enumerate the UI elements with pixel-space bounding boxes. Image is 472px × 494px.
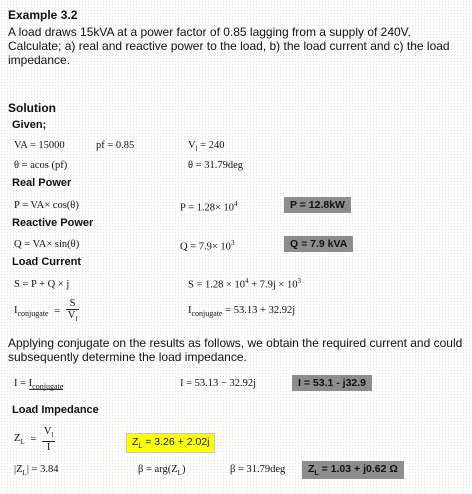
zl-result-value: = 3.26 + 2.02j [142, 436, 210, 448]
impedance-result-highlight [126, 433, 215, 453]
conjugate-bar-expression [29, 378, 64, 390]
problem-statement: A load draws 15kVA at a power factor of 0.85 lagging from a supply of 240V. Calculate; a) real and reactive power to the load, b) the load current and c) the load impedance. [8, 25, 450, 67]
given-pf: pf = 0.85 [96, 140, 135, 151]
rhs-subscript: conjugate [32, 382, 64, 392]
final-value: = 1.03 + j0.62 Ω [318, 463, 398, 475]
s-over-vl-fraction [66, 298, 80, 325]
rhs-symbol: I [28, 378, 33, 389]
zl-result-subscript: L [138, 443, 143, 451]
reactive-power-calc-exp: 3 [230, 239, 235, 247]
frac-numerator: S [66, 298, 80, 310]
s-exp-a: 4 [245, 277, 249, 285]
beta-value: β = 31.79deg [230, 464, 286, 475]
final-impedance-result [302, 461, 404, 479]
final-symbol: Z [308, 463, 315, 475]
theta-value: θ = 31.79deg [188, 160, 243, 171]
abs-zl-subscript: L [22, 469, 27, 478]
reactive-power-label: Reactive Power [12, 217, 94, 229]
s-calc-b: + 7.9j × 10 [248, 279, 298, 291]
s-exp-b: 3 [297, 277, 301, 285]
reactive-power-result: Q = 7.9 kVA [284, 236, 353, 252]
load-current-label: Load Current [12, 256, 82, 268]
impedance-formula [14, 426, 55, 453]
conjugate-note: Applying conjugate on the results as follows, we obtain the required current and could subsequently determine the load impedance. [8, 336, 463, 364]
frac-den-subscript: l [75, 315, 78, 324]
real-power-calc-exp: 4 [234, 200, 238, 208]
i-conjugate-formula [14, 298, 79, 325]
real-power-calc-base: P = 1.28× 10 [180, 202, 235, 214]
vl-symbol: V [188, 140, 196, 151]
apparent-power-calc [188, 277, 301, 291]
zl-frac-numerator [42, 426, 56, 442]
beta-definition [138, 464, 185, 477]
given-vl [188, 140, 224, 153]
theta-definition: θ = acos (pf) [14, 160, 68, 171]
beta-def-text: β = arg(Z [138, 464, 178, 475]
iconj-subscript: conjugate [17, 309, 49, 319]
real-power-calc [180, 200, 238, 214]
reactive-power-calc-base: Q = 7.9× 10 [180, 241, 231, 253]
current-calc: I = 53.13 − 32.92j [180, 378, 257, 389]
vl-subscript: l [195, 145, 198, 154]
given-va: VA = 15000 [14, 140, 65, 151]
iconj-val-subscript: conjugate [191, 309, 223, 319]
current-result: I = 53.1 - j32.9 [292, 375, 372, 391]
impedance-magnitude [14, 464, 58, 477]
i-conjugate-value [188, 305, 295, 318]
reactive-power-formula: Q = VA× sin(θ) [14, 239, 80, 250]
load-impedance-label: Load Impedance [12, 404, 99, 416]
final-subscript: L [314, 470, 319, 478]
real-power-formula: P = VA× cos(θ) [14, 200, 79, 211]
zl-equals: = [30, 434, 37, 446]
current-lhs: I = [14, 378, 29, 389]
vl-value: = 240 [200, 140, 225, 151]
frac-den-symbol: V [67, 310, 76, 321]
abs-zl-left: |Z [14, 464, 23, 475]
reactive-power-calc [180, 239, 234, 253]
beta-def-close: ) [181, 464, 186, 475]
zl-frac-num-subscript: l [51, 431, 54, 440]
current-conjugate-expression [14, 378, 63, 391]
iconj-equals: = [54, 306, 61, 318]
zl-symbol: Z [14, 433, 21, 444]
abs-zl-right: | = 3.84 [26, 464, 59, 475]
frac-denominator [66, 310, 80, 325]
real-power-result: P = 12.8kW [284, 197, 351, 213]
zl-frac-num-symbol: V [43, 426, 52, 437]
s-calc-a: S = 1.28 × 10 [188, 279, 246, 291]
zl-frac-denominator: I [46, 442, 51, 454]
zl-subscript: L [20, 438, 25, 447]
vl-over-i-fraction [42, 426, 56, 453]
beta-def-subscript: L [177, 469, 182, 478]
solution-heading: Solution [8, 101, 56, 115]
example-title: Example 3.2 [8, 8, 78, 22]
iconj-val-number: = 53.13 + 32.92j [225, 305, 296, 316]
real-power-label: Real Power [12, 177, 72, 189]
given-label: Given; [12, 119, 47, 131]
iconj-val-symbol: I [188, 305, 192, 316]
apparent-power-formula: S = P + Q × j [14, 279, 70, 290]
iconj-symbol: I [14, 305, 18, 316]
zl-result-symbol: Z [132, 436, 139, 448]
